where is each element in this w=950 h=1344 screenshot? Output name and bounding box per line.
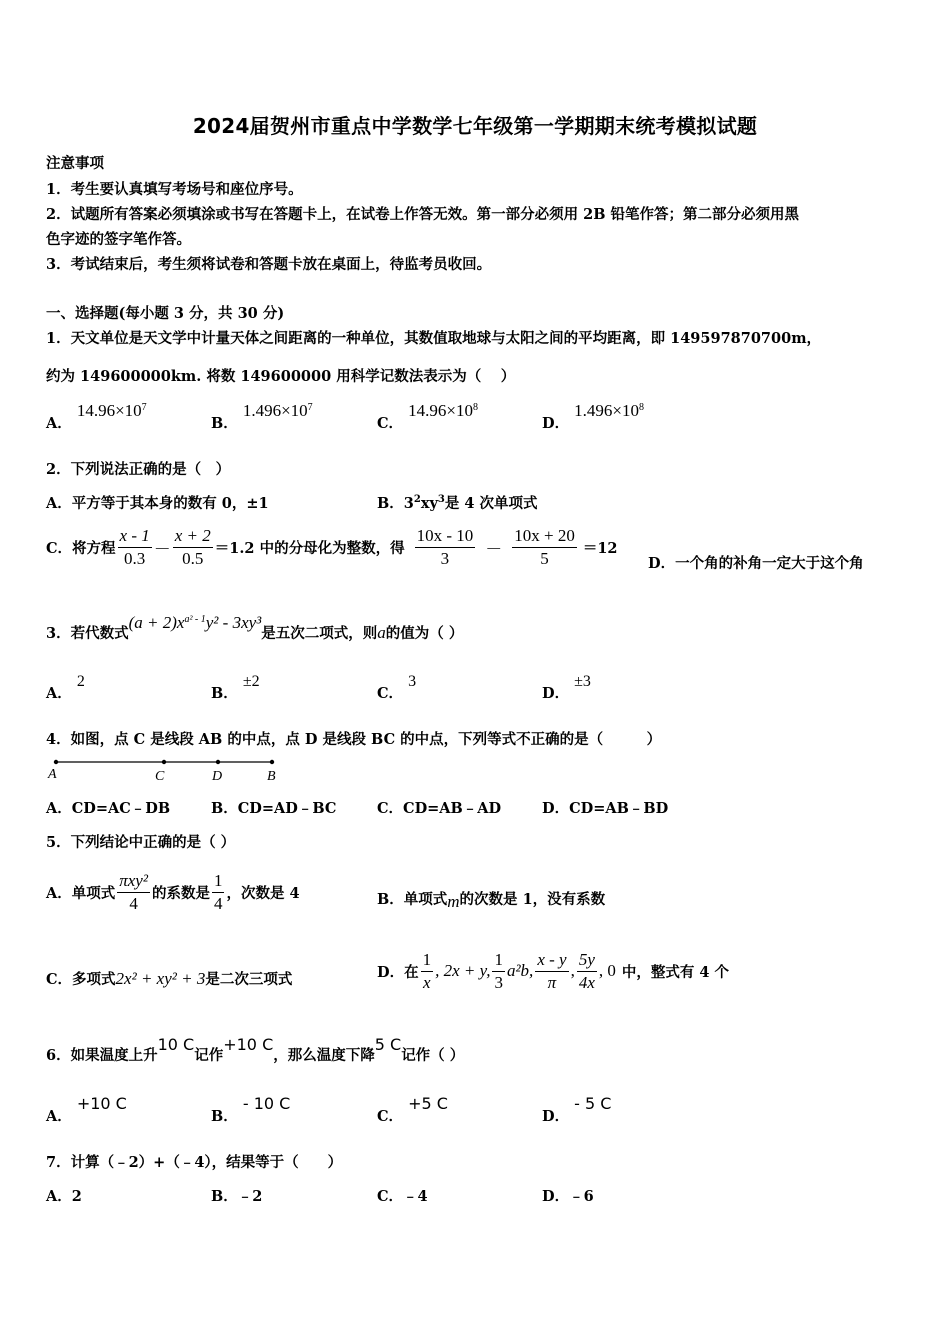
q1-option-a[interactable]: A． $14.96\times 10^7$ — [46, 401, 147, 432]
q5-option-b[interactable]: B．单项式m的次数是 1，没有系数 — [377, 891, 606, 911]
fraction: $\frac{x - 1}{0.3}$ — [119, 525, 150, 568]
q3-option-d[interactable]: D． ±3 — [542, 673, 591, 702]
fraction: $\frac{1}{3}$ — [494, 949, 503, 992]
q7-option-c[interactable]: C．﹣4 — [377, 1188, 428, 1205]
q3-stem: 3．若代数式$(a + 2)x^{a^2 - 1}y^2 - 3xy^3$是五次二项式，则a的值为（ ） — [46, 613, 464, 642]
q7-option-a[interactable]: A．2 — [46, 1188, 82, 1205]
fraction: $\frac{1}{x}$ — [422, 949, 432, 992]
q7-option-b[interactable]: B．﹣2 — [211, 1188, 263, 1205]
q4-stem: 4．如图，点 C 是线段 AB 的中点，点 D 是线段 BC 的中点，下列等式不正确的是（ ） — [46, 731, 662, 748]
q4-option-a[interactable]: A．CD=AC﹣DB — [46, 800, 171, 817]
q5-stem: 5．下列结论中正确的是（ ） — [46, 834, 236, 851]
q6-option-a[interactable]: A． +10 C — [46, 1094, 127, 1125]
q2-stem: 2．下列说法正确的是（ ） — [46, 461, 231, 478]
q3-option-b[interactable]: B． ±2 — [211, 673, 260, 702]
fraction: $\frac{\text{πxy²}}{4}$ — [119, 870, 148, 913]
note-2b: 色字迹的签字笔作答。 — [46, 231, 191, 248]
point-b-dot — [270, 760, 274, 764]
fraction: $\frac{x + 2}{0.5}$ — [174, 525, 211, 568]
q6-option-b[interactable]: B． - 10 C — [211, 1094, 291, 1125]
q3-option-a[interactable]: A． 2 — [46, 673, 85, 702]
q1-option-c[interactable]: C． $14.96\times 10^8$ — [377, 401, 478, 432]
q7-stem: 7．计算（﹣2）+（﹣4），结果等于（ ） — [46, 1154, 343, 1171]
q2-option-c[interactable]: C．将方程 $\frac{x - 1}{0.3}$ － $\frac{x + 2}{0.5}$ ＝1.2 中的分母化为整数，得 $\frac{10x - 10}{3}$ － $\frac{10x + 20}{5}$ ＝12 — [46, 525, 618, 568]
q3-option-c[interactable]: C． 3 — [377, 673, 417, 702]
q1-stem-line2: 约为 149600000km. 将数 149600000 用科学记数法表示为（ ） — [46, 368, 516, 385]
q1-option-b[interactable]: B． $1.496\times 10^7$ — [211, 401, 313, 432]
q1-option-d[interactable]: D． $1.496\times 10^8$ — [542, 401, 644, 432]
point-label-b: B — [267, 769, 276, 784]
page-title: 2024届贺州市重点中学数学七年级第一学期期末统考模拟试题 — [192, 114, 758, 138]
point-d-dot — [216, 760, 220, 764]
fraction: $\frac{1}{4}$ — [213, 870, 223, 913]
point-c-dot — [162, 760, 166, 764]
fraction: $\frac{10x - 10}{3}$ — [416, 525, 474, 568]
point-label-a: A — [48, 767, 57, 782]
q4-option-d[interactable]: D．CD=AB﹣BD — [542, 800, 669, 817]
q6-option-d[interactable]: D． - 5 C — [542, 1094, 612, 1125]
note-1: 1．考生要认真填写考场号和座位序号。 — [46, 181, 303, 198]
point-label-c: C — [155, 769, 165, 784]
fraction: $\frac{x - y}{\pi}$ — [537, 949, 567, 992]
q5-option-c[interactable]: C．多项式2x² + xy² + 3是二次三项式 — [46, 969, 293, 988]
note-2a: 2．试题所有答案必须填涂或书写在答题卡上，在试卷上作答无效。第一部分必须用 2B 铅笔作答；第二部分必须用黑 — [46, 206, 800, 223]
line-segment-figure — [44, 756, 289, 784]
fraction: $\frac{5y}{4x}$ — [578, 949, 595, 992]
q1-stem-line1: 1．天文单位是天文学中计量天体之间距离的一种单位，其数值取地球与太阳之间的平均距离，即 149597870700m， — [46, 330, 822, 347]
note-3: 3．考试结束后，考生须将试卷和答题卡放在桌面上，待监考员收回。 — [46, 256, 492, 273]
q2-option-d[interactable]: D．一个角的补角一定大于这个角 — [648, 555, 864, 572]
notes-heading: 注意事项 — [46, 155, 104, 172]
point-label-d: D — [212, 769, 223, 784]
q2-option-a[interactable]: A．平方等于其本身的数有 0，±1 — [46, 495, 269, 512]
q6-stem: 6．如果温度上升10 C记作+10 C，那么温度下降5 C记作（ ） — [46, 1035, 465, 1064]
point-a-dot — [54, 760, 58, 764]
q4-option-c[interactable]: C．CD=AB﹣AD — [377, 800, 502, 817]
fraction: $\frac{10x + 20}{5}$ — [514, 525, 575, 568]
q4-option-b[interactable]: B．CD=AD﹣BC — [211, 800, 337, 817]
section-heading: 一、选择题(每小题 3 分，共 30 分) — [46, 305, 285, 322]
q6-option-c[interactable]: C． +5 C — [377, 1094, 448, 1125]
q5-option-a[interactable]: A．单项式 $\frac{\text{πxy²}}{4}$ 的系数是 $\frac{1}{4}$ ，次数是 4 — [46, 870, 300, 913]
q5-option-d[interactable]: D．在 $\frac{1}{x}$ , 2x + y, $\frac{1}{3}$ a²b, $\frac{x - y}{\pi}$ , $\frac{5y}{4x}$ , 0 中，整式有 4 个 — [377, 949, 730, 992]
q7-option-d[interactable]: D．﹣6 — [542, 1188, 594, 1205]
q2-option-b[interactable]: B．$3^2xy^3$是 4 次单项式 — [377, 494, 538, 512]
